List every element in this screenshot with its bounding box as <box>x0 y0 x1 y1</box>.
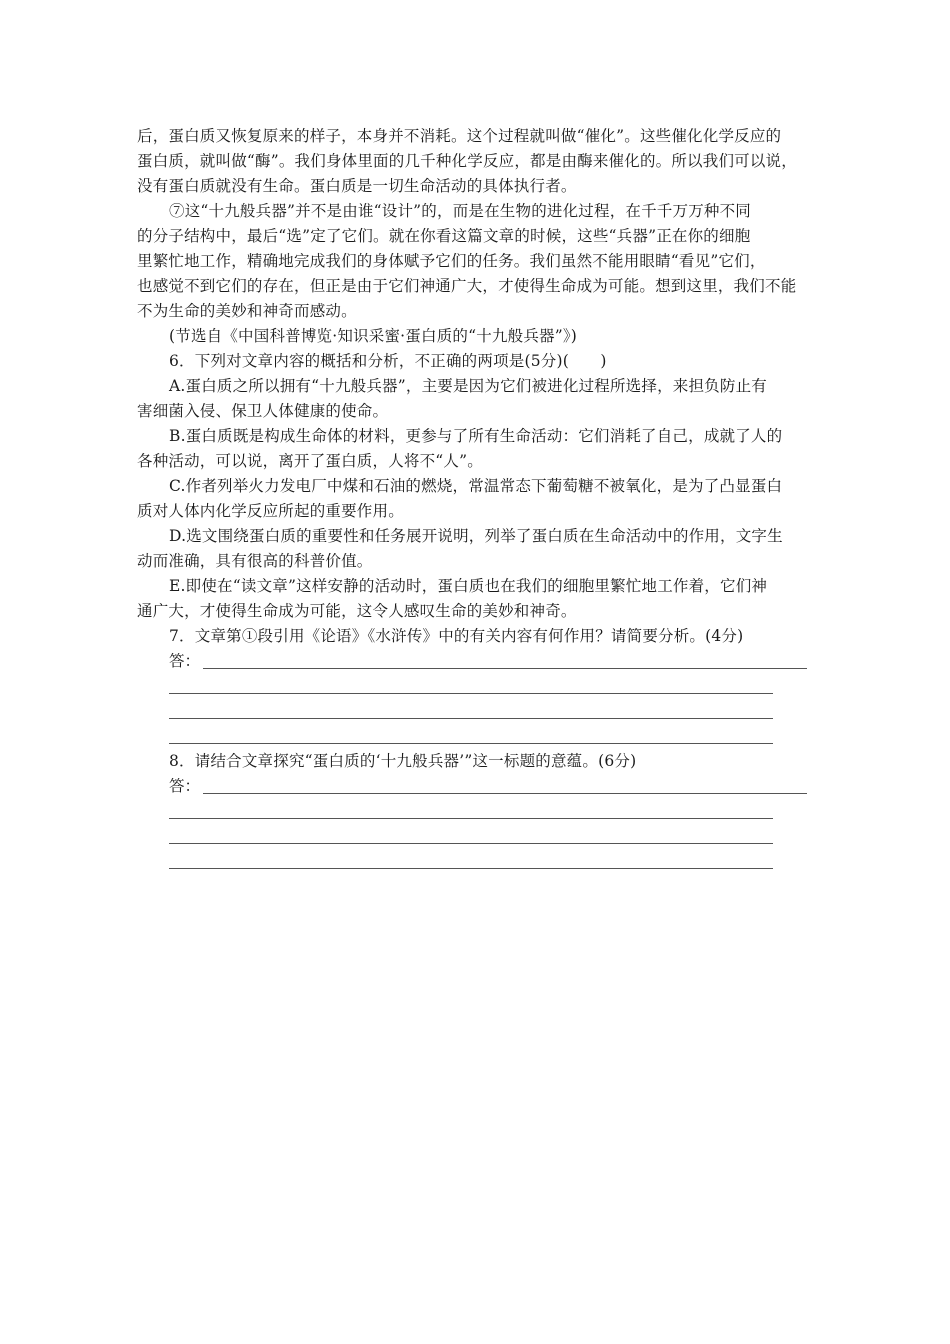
answer-line[interactable] <box>137 699 817 724</box>
answer-underline <box>169 718 773 719</box>
answer-label: 答： <box>169 652 201 670</box>
text-line: ⑦这“十九般兵器”并不是由谁“设计”的，而是在生物的进化过程，在千千万万种不同 <box>169 202 751 220</box>
text-line: 的分子结构中，最后“选”定了它们。就在你看这篇文章的时候，这些“兵器”正在你的细胞 <box>137 227 751 245</box>
text-line: 没有蛋白质就没有生命。蛋白质是一切生命活动的具体执行者。 <box>137 177 577 195</box>
option-line: E.即使在“读文章”这样安静的活动时，蛋白质也在我们的细胞里繁忙地工作着，它们神 <box>169 577 768 595</box>
question-6 <box>137 349 817 624</box>
answer-underline <box>169 743 773 744</box>
answer-underline <box>169 868 773 869</box>
option-line: 通广大，才使得生命成为可能，这令人感叹生命的美妙和神奇。 <box>137 602 577 620</box>
answer-line[interactable] <box>137 849 817 874</box>
option-line: 质对人体内化学反应所起的重要作用。 <box>137 502 404 520</box>
answer-line[interactable] <box>137 799 817 824</box>
question-stem: 6．下列对文章内容的概括和分析，不正确的两项是(5分)( ) <box>169 352 607 370</box>
answer-underline <box>203 793 807 794</box>
text-line: 也感觉不到它们的存在，但正是由于它们神通广大，才使得生命成为可能。想到这里，我们不能 <box>137 277 797 295</box>
answer-line[interactable] <box>137 724 817 749</box>
question-8 <box>137 749 817 874</box>
option-line: C.作者列举火力发电厂中煤和石油的燃烧，常温常态下葡萄糖不被氧化，是为了凸显蛋白 <box>169 477 783 495</box>
paragraph-7 <box>137 199 817 324</box>
question-stem: 8．请结合文章探究“蛋白质的‘十九般兵器’”这一标题的意蕴。(6分) <box>169 752 637 770</box>
answer-line[interactable] <box>137 824 817 849</box>
option-d <box>137 524 817 574</box>
answer-line[interactable] <box>137 674 817 699</box>
answer-field[interactable] <box>137 649 817 674</box>
answer-field[interactable] <box>137 774 817 799</box>
option-line: A.蛋白质之所以拥有“十九般兵器”，主要是因为它们被进化过程所选择，来担负防止有 <box>169 377 767 395</box>
option-b <box>137 424 817 474</box>
option-a <box>137 374 817 424</box>
question-stem: 7．文章第①段引用《论语》《水浒传》中的有关内容有何作用？请简要分析。(4分) <box>169 627 744 645</box>
answer-underline <box>169 843 773 844</box>
answer-underline <box>203 668 807 669</box>
answer-underline <box>169 693 773 694</box>
paragraph-6-continuation <box>137 124 817 199</box>
option-c <box>137 474 817 524</box>
option-line: 各种活动，可以说，离开了蛋白质，人将不“人”。 <box>137 452 483 470</box>
text-line: 后，蛋白质又恢复原来的样子，本身并不消耗。这个过程就叫做“催化”。这些催化化学反应的 <box>137 127 782 145</box>
option-line: 害细菌入侵、保卫人体健康的使命。 <box>137 402 389 420</box>
source-citation: (节选自《中国科普博览·知识采蜜·蛋白质的“十九般兵器”》) <box>169 327 578 345</box>
option-e <box>137 574 817 624</box>
question-7 <box>137 624 817 749</box>
option-line: D.选文围绕蛋白质的重要性和任务展开说明，列举了蛋白质在生命活动中的作用，文字生 <box>169 527 783 545</box>
document-page <box>137 124 817 874</box>
option-line: B.蛋白质既是构成生命体的材料，更参与了所有生命活动：它们消耗了自己，成就了人的 <box>169 427 783 445</box>
text-line: 不为生命的美妙和神奇而感动。 <box>137 302 357 320</box>
text-line: 蛋白质，就叫做“酶”。我们身体里面的几千种化学反应，都是由酶来催化的。所以我们可以说， <box>137 152 797 170</box>
answer-underline <box>169 818 773 819</box>
option-line: 动而准确，具有很高的科普价值。 <box>137 552 373 570</box>
text-line: 里繁忙地工作，精确地完成我们的身体赋予它们的任务。我们虽然不能用眼睛“看见”它们， <box>137 252 766 270</box>
answer-label: 答： <box>169 777 201 795</box>
